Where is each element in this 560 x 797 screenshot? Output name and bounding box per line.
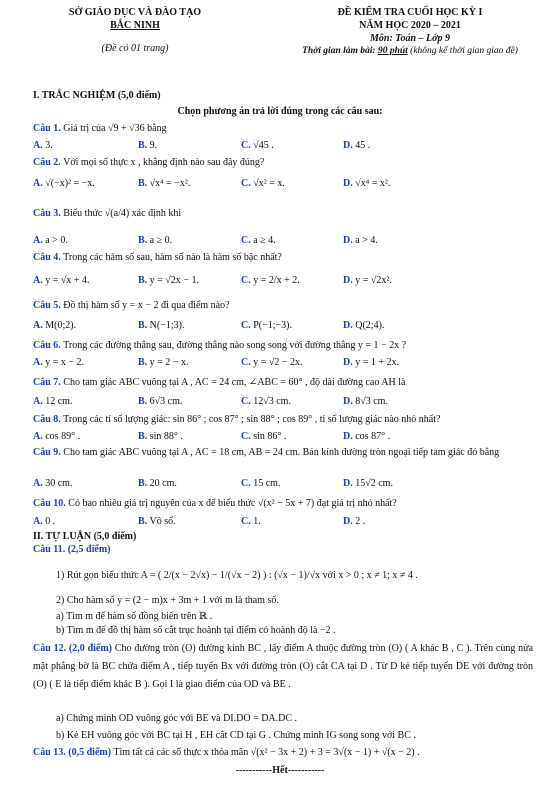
question-4: Câu 4. Trong các hàm số sau, hàm số nào là hàm số bậc nhất?	[33, 252, 282, 263]
question-9: Câu 9. Cho tam giác ABC vuông tại A , AC = 18 cm, AB = 24 cm. Bán kính đường tròn ngoại tiếp tam giác đó bằng	[33, 447, 500, 458]
question-1: Câu 1. Giá trị của √9 + √36 bằng	[33, 123, 167, 134]
question-6: Câu 6. Trong các đường thẳng sau, đường thẳng nào song song với đường thẳng y = 1 − 2x ?	[33, 340, 407, 351]
question-12-part-b: b) Kẻ EH vuông góc với BC tại H , EH cắt CD tại G . Chứng minh IG song song với BC .	[56, 730, 416, 741]
question-10: Câu 10. Có bao nhiêu giá trị nguyên của x để biểu thức √(x² − 5x + 7) đạt giá trị nhỏ nhất?	[33, 498, 397, 509]
question-12: Câu 12. (2,0 điểm) Cho đường tròn (O) đường kính BC , lấy điểm A thuộc đường tròn (O) ( A khác B , C ). Trên cùng nửa mặt phẳng bờ là BC chứa điểm A , tiếp tuyến Bx với đường tròn (O) cắt CA tại D . Từ D kẻ tiếp tuyến DE với đường tròn (O) ( E là tiếp điểm khác B ). Gọi I là giao điểm của OD và BE .	[33, 643, 534, 690]
question-13: Câu 13. (0,5 điểm) Tìm tất cả các số thực x thỏa mãn √(x² − 3x + 2) + 3 = 3√(x − 1) + √(x − 2) .	[33, 747, 420, 758]
header-left	[40, 6, 230, 55]
time-line	[280, 45, 540, 58]
subject: Môn: Toán – Lớp 9	[369, 33, 450, 44]
exam-page: SỞ GIÁO DỤC VÀ ĐÀO TẠO BẮC NINH (Đề có 01 trang) ĐỀ KIỂM TRA CUỐI HỌC KỲ I NĂM HỌC 2020 – 2021 Môn: Toán – Lớp 9 Thời gian làm bài: 90 phút (không kể thời gian giao đề) I. TRẮC NGHIỆM (5,0 điểm) Chọn phương án trả lời đúng trong các câu sau: Câu 1. Giá trị của √9 + √36 bằng A. 3. B. 9. C. √45 . D. 45 . Câu 2. Với mọi số thực x , khẳng định nào sau đây đúng? A. √(−x)² = −x. B. √x⁴ = −x². C. √x² = x. D. √x⁴ = x². Câu 3. Biểu thức √(a/4) xác định khi A. a > 0. B. a ≥ 0. C. a ≥ 4. D. a > 4. Câu 4. Trong các hàm số sau, hàm số nào là hàm số bậc nhất? A. y = √x + 4. B. y = √2x − 1. C. y = 2/x + 2. D. y = √2x². Câu 5. Đồ thị hàm số y = x − 2 đi qua điểm nào? A. M(0;2). B. N(−1;3). C. P(−1;−3). D. Q(2;4). Câu 6. Trong các đường thẳng sau, đường thẳng nào song song với đường thẳng y = 1 − 2x ? A. y = x − 2. B. y = 2 − x. C. y = √2 − 2x. D. y = 1 + 2x. Câu 7. Cho tam giác ABC vuông tại A , AC = 24 cm, ∠ABC = 60° , độ dài đường cao AH là A. 12 cm. B. 6√3 cm. C. 12√3 cm. D. 8√3 cm. Câu 8. Trong các tỉ số lượng giác: sin 86° ; cos 87° ; sin 88° ; cos 89° , tỉ số lượng giác nào nhỏ nhất? A. cos 89° . B. sin 88° . C. sin 86° . D. cos 87° . Câu 9. Cho tam giác ABC vuông tại A , AC = 18 cm, AB = 24 cm. Bán kính đường tròn ngoại tiếp tam giác đó bằng A. 30 cm. B. 20 cm. C. 15 cm. D. 15√2 cm. Câu 10. Có bao nhiêu giá trị nguyên của x để biểu thức √(x² − 5x + 7) đạt giá trị nhỏ nhất? A. 0 . B. Vô số. C. 1. D. 2 . II. TỰ LUẬN (5,0 điểm) Câu 11. (2,5 điểm) 1) Rút gọn biểu thức A = ( 2/(x − 2√x) − 1/(√x − 2) ) : (√x − 1)/√x với x > 0 ; x ≠ 1; x ≠ 4 . 2) Cho hàm số y = (2 − m)x + 3m + 1 với m là tham số. a) Tìm m để hàm số đồng biến trên ℝ . b) Tìm m để đồ thị hàm số cắt trục hoành tại điểm có hoành độ là −2 . Câu 12. (2,0 điểm) Cho đường tròn (O) đường kính BC , lấy điểm A thuộc đường tròn (O) ( A khác B , C ). Trên cùng nửa mặt phẳng bờ là BC chứa điểm A , tiếp tuyến Bx với đường tròn (O) cắt CA tại D . Từ D kẻ tiếp tuyến DE với đường tròn (O) ( E là tiếp điểm khác B ). Gọi I là giao điểm của OD và BE . a) Chứng minh OD vuông góc với BE và DI.DO = DA.DC . b) Kẻ EH vuông góc với BC tại H , EH cắt CD tại G . Chứng minh IG song song với BC . Câu 13. (0,5 điểm) Tìm tất cả các số thực x thỏa mãn √(x² − 3x + 2) + 3 = 3√(x − 1) + √(x − 2) . -----------Hết-----------	[0, 0, 560, 797]
question-11-part2: 2) Cho hàm số y = (2 − m)x + 3m + 1 với m là tham số.	[56, 595, 279, 606]
question-8: Câu 8. Trong các tỉ số lượng giác: sin 86° ; cos 87° ; sin 88° ; cos 89° , tỉ số lượng giác nào nhỏ nhất?	[33, 414, 441, 425]
question-2: Câu 2. Với mọi số thực x , khẳng định nào sau đây đúng?	[33, 157, 265, 168]
part2-title: II. TỰ LUẬN (5,0 điểm)	[33, 531, 137, 542]
exam-title: ĐỀ KIỂM TRA CUỐI HỌC KỲ I	[337, 7, 483, 18]
question-11-part2a: a) Tìm m để hàm số đồng biến trên ℝ .	[56, 611, 213, 622]
question-7: Câu 7. Cho tam giác ABC vuông tại A , AC = 24 cm, ∠ABC = 60° , độ dài đường cao AH là	[33, 377, 406, 388]
part1-title: I. TRẮC NGHIỆM (5,0 điểm)	[33, 90, 161, 101]
part1-instruction: Chọn phương án trả lời đúng trong các câu sau:	[177, 106, 383, 117]
question-11-part2b: b) Tìm m để đồ thị hàm số cắt trục hoành tại điểm có hoành độ là −2 .	[56, 625, 336, 636]
question-5: Câu 5. Đồ thị hàm số y = x − 2 đi qua điểm nào?	[33, 300, 230, 311]
province-name: BẮC NINH	[110, 20, 160, 31]
header-right	[280, 6, 540, 58]
time-note: (không kể thời gian giao đề)	[410, 46, 518, 56]
school-year: NĂM HỌC 2020 – 2021	[359, 20, 461, 31]
question-11-part1: 1) Rút gọn biểu thức A = ( 2/(x − 2√x) − 1/(√x − 2) ) : (√x − 1)/√x với x > 0 ; x ≠ 1; x ≠ 4 .	[56, 570, 418, 581]
end-marker: -----------Hết-----------	[235, 765, 325, 776]
question-11-label: Câu 11. (2,5 điểm)	[33, 544, 111, 555]
time-label: Thời gian làm bài:	[302, 46, 376, 56]
page-count-note: (Đề có 01 trang)	[101, 43, 169, 54]
time-value: 90 phút	[377, 46, 408, 56]
question-12-part-a: a) Chứng minh OD vuông góc với BE và DI.DO = DA.DC .	[56, 713, 298, 724]
department-name: SỞ GIÁO DỤC VÀ ĐÀO TẠO	[68, 7, 202, 18]
question-3: Câu 3. Biểu thức √(a/4) xác định khi	[33, 208, 182, 219]
